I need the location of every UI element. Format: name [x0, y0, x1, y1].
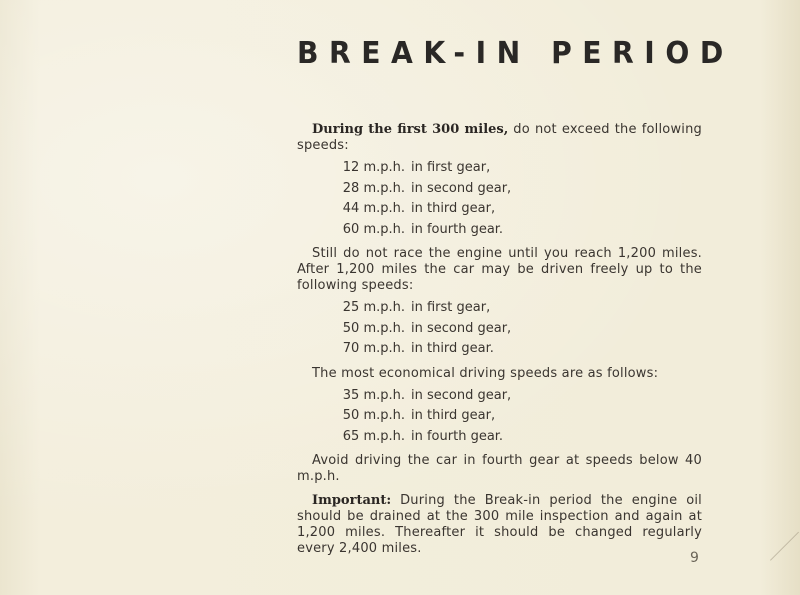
intro-paragraph [297, 122, 702, 154]
speed-value: 60 m.p.h. [342, 221, 405, 237]
gear-label: in third gear. [411, 341, 494, 356]
speed-value: 44 m.p.h. [342, 201, 405, 216]
list-item [297, 179, 702, 200]
speed-list-economical [297, 386, 702, 448]
page-number: 9 [690, 550, 699, 566]
page-content [297, 122, 702, 557]
list-item [297, 339, 702, 360]
gear-label: in second gear, [411, 387, 512, 403]
list-item [297, 220, 702, 241]
list-item [297, 386, 702, 407]
intro-rest: do not exceed the following speeds: [297, 122, 702, 153]
economical-paragraph: The most economical driving speeds are as follows: [312, 365, 659, 381]
important-lead: Important: [312, 493, 392, 508]
gear-label: in second gear, [411, 320, 512, 336]
list-item [297, 406, 702, 427]
speed-value: 35 m.p.h. [342, 387, 405, 403]
speed-value: 65 m.p.h. [342, 428, 405, 444]
speed-value: 70 m.p.h. [342, 341, 405, 356]
gear-label: in third gear, [411, 201, 496, 216]
page-title: BREAK-IN PERIOD [297, 36, 734, 71]
important-paragraph [297, 493, 702, 557]
gear-label: in fourth gear. [411, 428, 504, 444]
list-item [297, 298, 702, 319]
avoid-paragraph: Avoid driving the car in fourth gear at speeds below 40 m.p.h. [297, 453, 702, 484]
gear-label: in second gear, [411, 180, 512, 196]
gear-label: in first gear, [411, 300, 491, 315]
speed-value: 50 m.p.h. [342, 408, 405, 423]
gear-label: in fourth gear. [411, 221, 504, 237]
intro-lead: During the first 300 miles, [312, 122, 509, 137]
speed-value: 28 m.p.h. [342, 180, 405, 196]
gear-label: in third gear, [411, 408, 496, 423]
after-1200-paragraph: Still do not race the engine until you reach 1,200 miles. After 1,200 miles the car may be driven freely up to the following speeds: [297, 246, 702, 293]
list-item [297, 158, 702, 179]
speed-value: 12 m.p.h. [342, 160, 405, 175]
speed-list-after-1200 [297, 298, 702, 360]
list-item [297, 427, 702, 448]
list-item [297, 199, 702, 220]
gear-label: in first gear, [411, 160, 491, 175]
speed-list-first-300 [297, 158, 702, 240]
speed-value: 25 m.p.h. [342, 300, 405, 315]
important-rest: During the Break-in period the engine oil should be drained at the 300 mile inspection and again at 1,200 miles. Thereafter it should be changed regularly every 2,400 miles. [297, 493, 702, 556]
list-item [297, 319, 702, 340]
page-corner-fold [770, 532, 800, 589]
speed-value: 50 m.p.h. [342, 320, 405, 336]
